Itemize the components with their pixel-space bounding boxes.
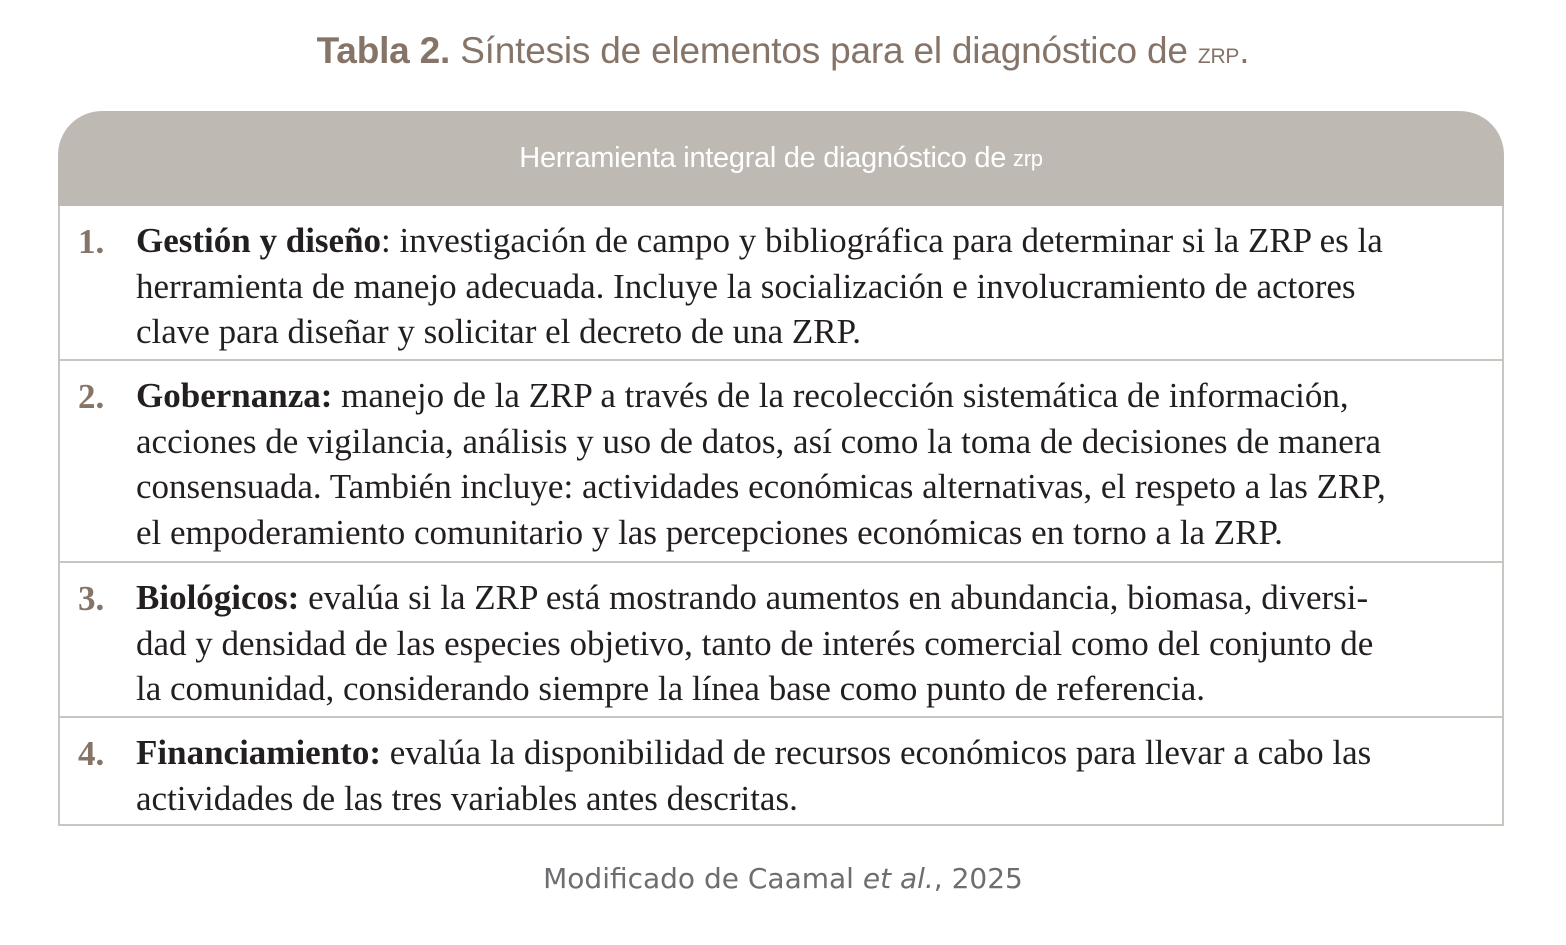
source-suffix: , 2025 — [933, 862, 1023, 895]
row-number: 3. — [78, 579, 105, 618]
table-row — [60, 206, 1502, 361]
table-header-abbr: zrp — [1013, 145, 1043, 171]
row-text — [136, 218, 1488, 355]
row-text — [136, 730, 1488, 821]
row-number: 2. — [78, 377, 105, 416]
row-term: Gobernanza: — [136, 376, 333, 415]
row-line-text: : investigación de campo y bibliográfica para determinar si la ZRP es la — [381, 221, 1383, 260]
table-header-text: Herramienta integral de diagnóstico de — [519, 142, 1007, 174]
source-italic: et al. — [862, 862, 934, 895]
row-line — [136, 218, 1488, 264]
row-line: dad y densidad de las especies objetivo, tanto de interés comercial como del conjunto de — [136, 623, 1374, 663]
row-number: 4. — [78, 734, 105, 773]
row-line: acciones de vigilancia, análisis y uso de datos, así como la toma de decisiones de manera — [136, 421, 1382, 461]
row-line-text: evalúa si la ZRP está mostrando aumentos en abundancia, biomasa, diversi- — [299, 578, 1369, 617]
table-header — [58, 111, 1504, 206]
row-line — [136, 575, 1488, 621]
row-line: la comunidad, considerando siempre la línea base como punto de referencia. — [136, 669, 1206, 708]
diagnostic-table — [58, 111, 1504, 826]
row-line: consensuada. También incluye: actividades económicas alternativas, el respeto a las ZRP, — [136, 467, 1386, 506]
row-number: 1. — [78, 222, 105, 261]
table-row — [60, 718, 1502, 824]
row-term: Financiamiento: — [136, 733, 381, 772]
table-body — [58, 206, 1504, 826]
row-term: Biológicos: — [136, 578, 300, 617]
row-line-text: manejo de la ZRP a través de la recolección sistemática de información, — [332, 376, 1349, 415]
table-row — [60, 361, 1502, 563]
row-line: actividades de las tres variables antes descritas. — [136, 778, 798, 818]
row-line-text: evalúa la disponibilidad de recursos económicos para llevar a cabo las — [380, 733, 1372, 772]
row-text — [136, 373, 1488, 555]
caption-text: Síntesis de elementos para el diagnóstico de — [460, 30, 1188, 71]
caption-end: . — [1239, 30, 1250, 71]
row-term: Gestión y diseño — [136, 221, 382, 260]
source-prefix: Modificado de Caamal — [543, 862, 863, 895]
table-caption — [0, 30, 1566, 72]
row-line: el empoderamiento comunitario y las percepciones económicas en torno a la ZRP. — [136, 512, 1283, 552]
table-row — [60, 563, 1502, 718]
row-text — [136, 575, 1488, 712]
source-note — [0, 862, 1566, 895]
row-line: herramienta de manejo adecuada. Incluye la socialización e involucramiento de actores — [136, 266, 1356, 306]
caption-abbr: zrp — [1197, 37, 1240, 70]
row-line — [136, 373, 1488, 419]
row-line — [136, 730, 1488, 776]
caption-label: Tabla 2. — [316, 30, 451, 71]
row-line: clave para diseñar y solicitar el decreto de una ZRP. — [136, 312, 861, 351]
